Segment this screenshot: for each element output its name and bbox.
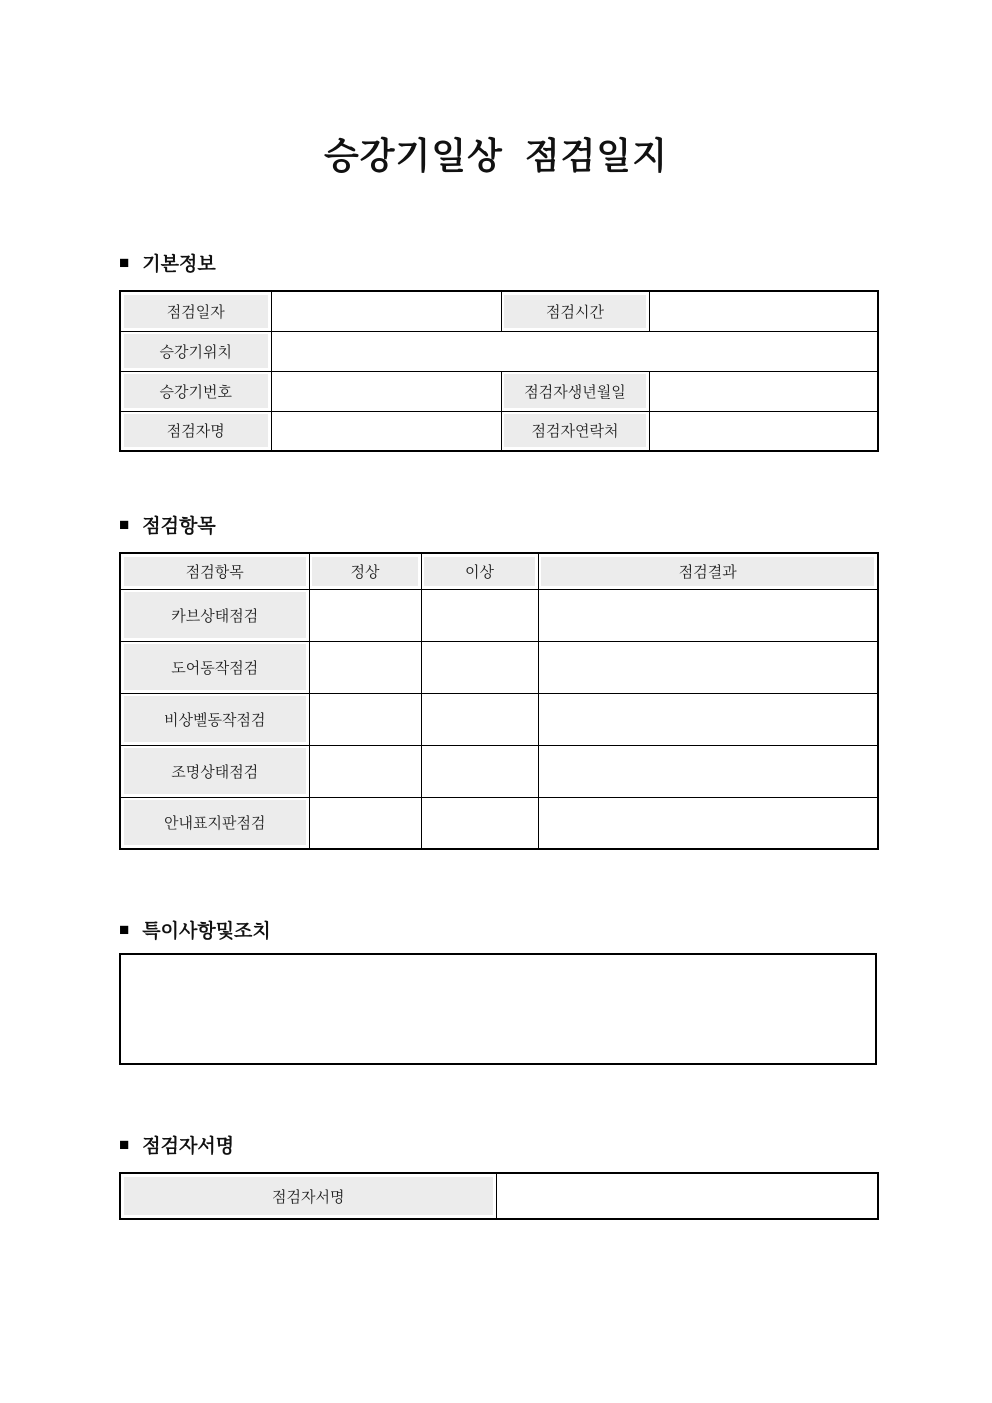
square-bullet-icon: ■ [119, 252, 130, 272]
result-field[interactable] [538, 641, 878, 693]
signature-heading-label: 점검자서명 [142, 1135, 235, 1157]
abnormal-checkbox-cell[interactable] [421, 693, 538, 745]
signature-label: 점검자서명 [120, 1173, 496, 1219]
inspection-items-heading [119, 512, 877, 536]
abnormal-checkbox-cell[interactable] [421, 797, 538, 849]
notes-heading-label: 특이사항및조치 [142, 920, 271, 942]
normal-checkbox-cell[interactable] [309, 745, 421, 797]
item-label-cab-check: 카브상태점검 [120, 589, 309, 641]
section-basic-info [119, 250, 877, 452]
section-signature [119, 1132, 877, 1220]
basic-info-table [119, 290, 879, 452]
normal-checkbox-cell[interactable] [309, 589, 421, 641]
result-field[interactable] [538, 589, 878, 641]
inspector-contact-label: 점검자연락처 [501, 411, 649, 451]
signature-table [119, 1172, 879, 1220]
elevator-location-label: 승강기위치 [120, 331, 271, 371]
item-label-sign-check: 안내표지판점검 [120, 797, 309, 849]
table-row [120, 797, 878, 849]
column-header-item: 점검항목 [120, 553, 309, 589]
inspection-date-field[interactable] [271, 291, 501, 331]
elevator-number-field[interactable] [271, 371, 501, 411]
inspector-name-label: 점검자명 [120, 411, 271, 451]
signature-field[interactable] [496, 1173, 878, 1219]
notes-area[interactable] [119, 953, 877, 1065]
notes-heading [119, 917, 877, 941]
square-bullet-icon: ■ [119, 919, 130, 939]
signature-heading [119, 1132, 877, 1156]
inspection-items-heading-label: 점검항목 [142, 515, 216, 537]
column-header-result: 점검결과 [538, 553, 878, 589]
table-row [120, 693, 878, 745]
inspector-birthdate-field[interactable] [649, 371, 878, 411]
table-row [120, 291, 878, 331]
table-row [120, 411, 878, 451]
section-notes [119, 917, 877, 1065]
result-field[interactable] [538, 693, 878, 745]
square-bullet-icon: ■ [119, 514, 130, 534]
section-inspection-items [119, 512, 877, 850]
column-header-normal: 정상 [309, 553, 421, 589]
column-header-abnormal: 이상 [421, 553, 538, 589]
table-row [120, 371, 878, 411]
table-row [120, 331, 878, 371]
item-label-door-check: 도어동작점검 [120, 641, 309, 693]
table-row [120, 589, 878, 641]
table-row [120, 745, 878, 797]
square-bullet-icon: ■ [119, 1134, 130, 1154]
inspection-items-table [119, 552, 879, 850]
basic-info-heading [119, 250, 877, 274]
document-title: 승강기일상 점검일지 [324, 135, 668, 176]
result-field[interactable] [538, 745, 878, 797]
inspection-time-field[interactable] [649, 291, 878, 331]
elevator-location-field[interactable] [271, 331, 878, 371]
abnormal-checkbox-cell[interactable] [421, 745, 538, 797]
inspection-date-label: 점검일자 [120, 291, 271, 331]
normal-checkbox-cell[interactable] [309, 641, 421, 693]
abnormal-checkbox-cell[interactable] [421, 641, 538, 693]
inspector-birthdate-label: 점검자생년월일 [501, 371, 649, 411]
elevator-number-label: 승강기번호 [120, 371, 271, 411]
item-label-emergency-bell-check: 비상벨동작점검 [120, 693, 309, 745]
inspector-name-field[interactable] [271, 411, 501, 451]
table-row [120, 1173, 878, 1219]
normal-checkbox-cell[interactable] [309, 693, 421, 745]
item-label-lighting-check: 조명상태점검 [120, 745, 309, 797]
table-row [120, 641, 878, 693]
inspection-time-label: 점검시간 [501, 291, 649, 331]
inspector-contact-field[interactable] [649, 411, 878, 451]
basic-info-heading-label: 기본정보 [142, 253, 216, 275]
result-field[interactable] [538, 797, 878, 849]
table-header-row [120, 553, 878, 589]
abnormal-checkbox-cell[interactable] [421, 589, 538, 641]
normal-checkbox-cell[interactable] [309, 797, 421, 849]
